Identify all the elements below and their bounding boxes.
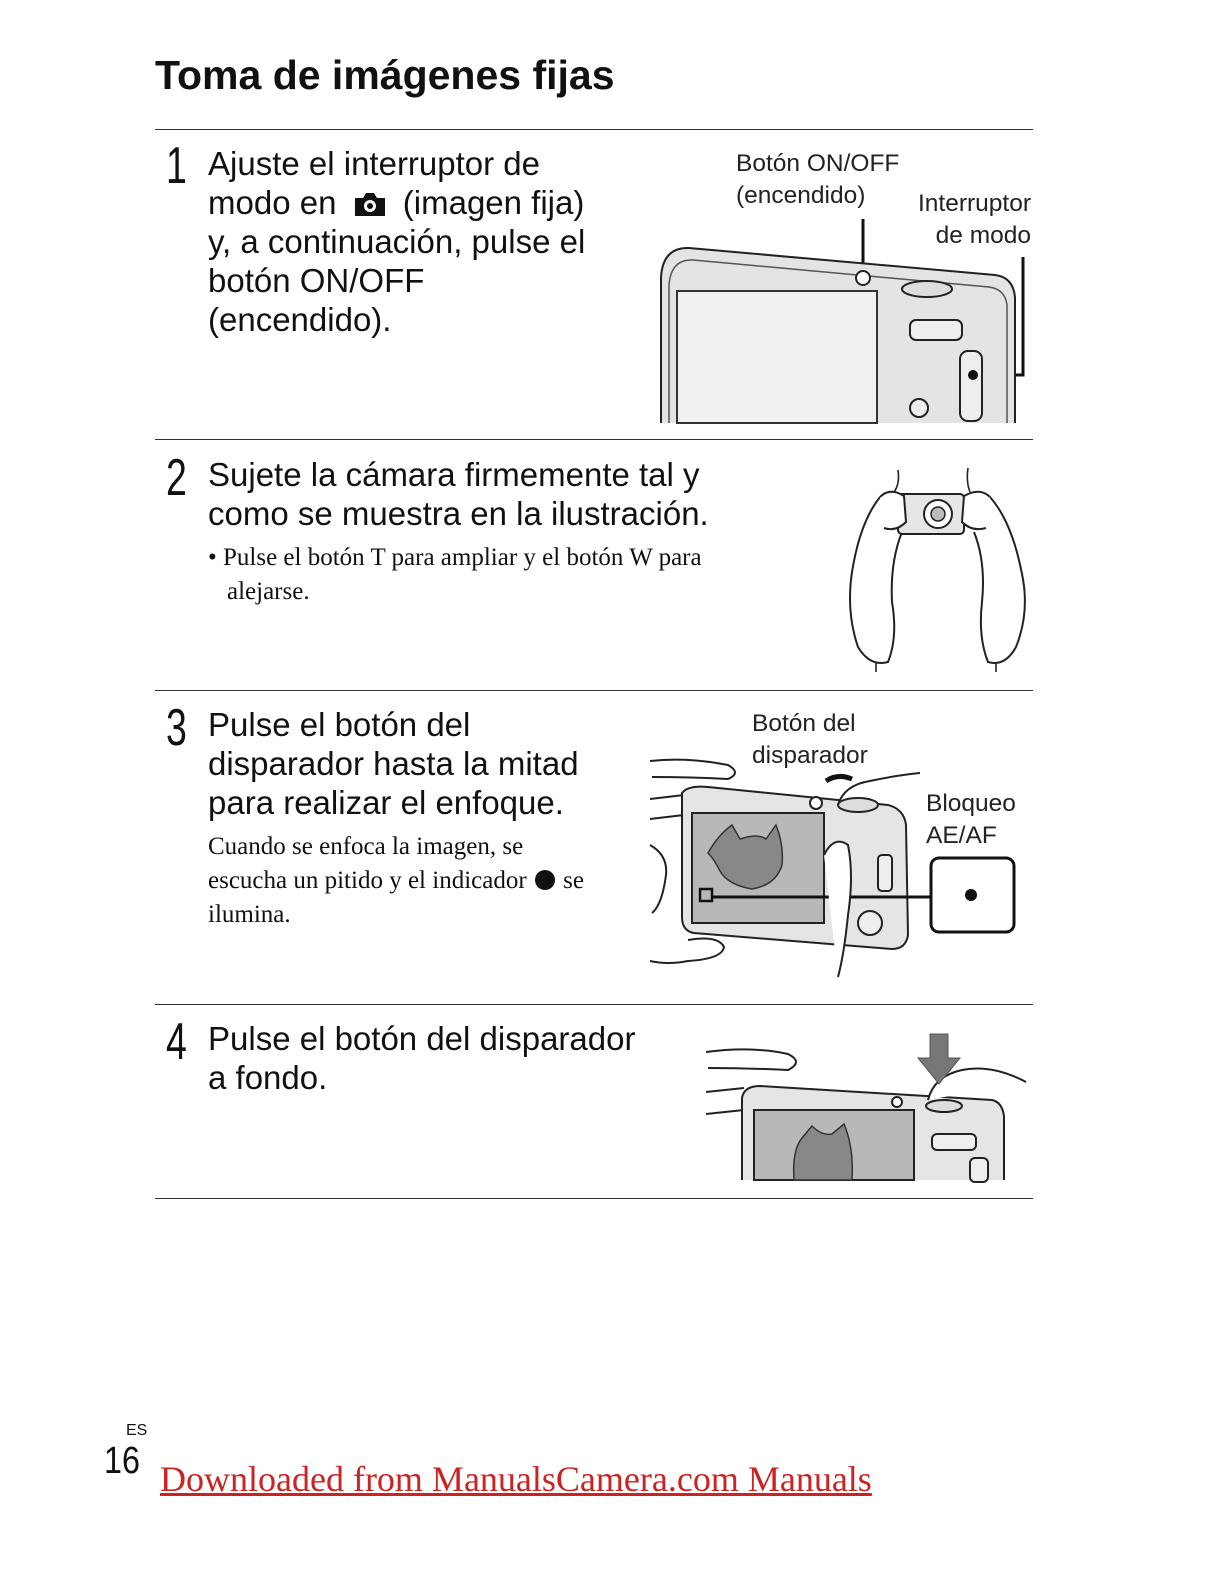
body-fragment: escucha un pitido y el indicador (208, 867, 527, 894)
step-text-line: y, a continuación, pulse el (208, 223, 586, 260)
hands-holding-camera-illustration (840, 462, 1035, 672)
step-number: 3 (166, 699, 187, 757)
step-text-line: botón ON/OFF (208, 262, 425, 299)
step-text-line (208, 183, 648, 222)
step-text-fragment: modo en (208, 184, 337, 221)
step-4-text (208, 1019, 688, 1097)
body-line: ilumina. (208, 901, 291, 928)
step-text-line: Sujete la cámara firmemente tal y (208, 456, 700, 493)
full-press-shutter-illustration (702, 1030, 1032, 1185)
divider (155, 129, 1033, 130)
footer-download-link[interactable]: Downloaded from ManualsCamera.com Manuals (160, 1459, 872, 1499)
step-text-line: Ajuste el interruptor de (208, 145, 541, 182)
bullet-line: • Pulse el botón T para ampliar y el botón W para (208, 544, 702, 571)
label-line: Bloqueo (926, 790, 1016, 817)
step-3-text (208, 705, 648, 822)
label-line: AE/AF (926, 822, 997, 849)
step-number: 2 (166, 449, 187, 507)
step-3-body (208, 830, 648, 932)
bullet-line: alejarse. (227, 578, 310, 605)
body-line: Cuando se enfoca la imagen, se (208, 833, 524, 860)
step-2-bullet (208, 541, 808, 609)
label-line: disparador (752, 742, 868, 769)
step-text-line: como se muestra en la ilustración. (208, 495, 709, 532)
body-line (208, 864, 648, 898)
divider (155, 1004, 1033, 1005)
language-mark: ES (126, 1422, 148, 1439)
step-2-text (208, 455, 808, 533)
label-line: Botón ON/OFF (736, 150, 900, 177)
step-text-fragment: (imagen fija) (402, 184, 585, 221)
camera-top-illustration (655, 215, 1035, 425)
step-text-line: (encendido). (208, 301, 392, 338)
divider (155, 439, 1033, 440)
step-text-line: a fondo. (208, 1059, 328, 1096)
divider (155, 1198, 1033, 1199)
step-text-line: para realizar el enfoque. (208, 784, 564, 821)
camera-icon (352, 191, 388, 218)
step-text-line: disparador hasta la mitad (208, 745, 579, 782)
label-line: de modo (935, 222, 1031, 249)
step-text-line: Pulse el botón del disparador (208, 1020, 636, 1057)
step-text-line: Pulse el botón del (208, 706, 471, 743)
focus-indicator-icon (535, 870, 555, 890)
label-line: Interruptor (917, 190, 1031, 217)
half-press-shutter-illustration (648, 755, 1020, 980)
step-1-text (208, 144, 648, 339)
power-button-label (736, 148, 899, 212)
label-line: (encendido) (736, 182, 866, 209)
label-line: Botón del (752, 710, 856, 737)
page-number: 16 (104, 1440, 140, 1482)
body-fragment: se (563, 867, 584, 894)
divider (155, 690, 1033, 691)
step-number: 4 (166, 1013, 187, 1071)
step-number: 1 (166, 137, 187, 195)
page-title: Toma de imágenes fijas (155, 52, 615, 98)
